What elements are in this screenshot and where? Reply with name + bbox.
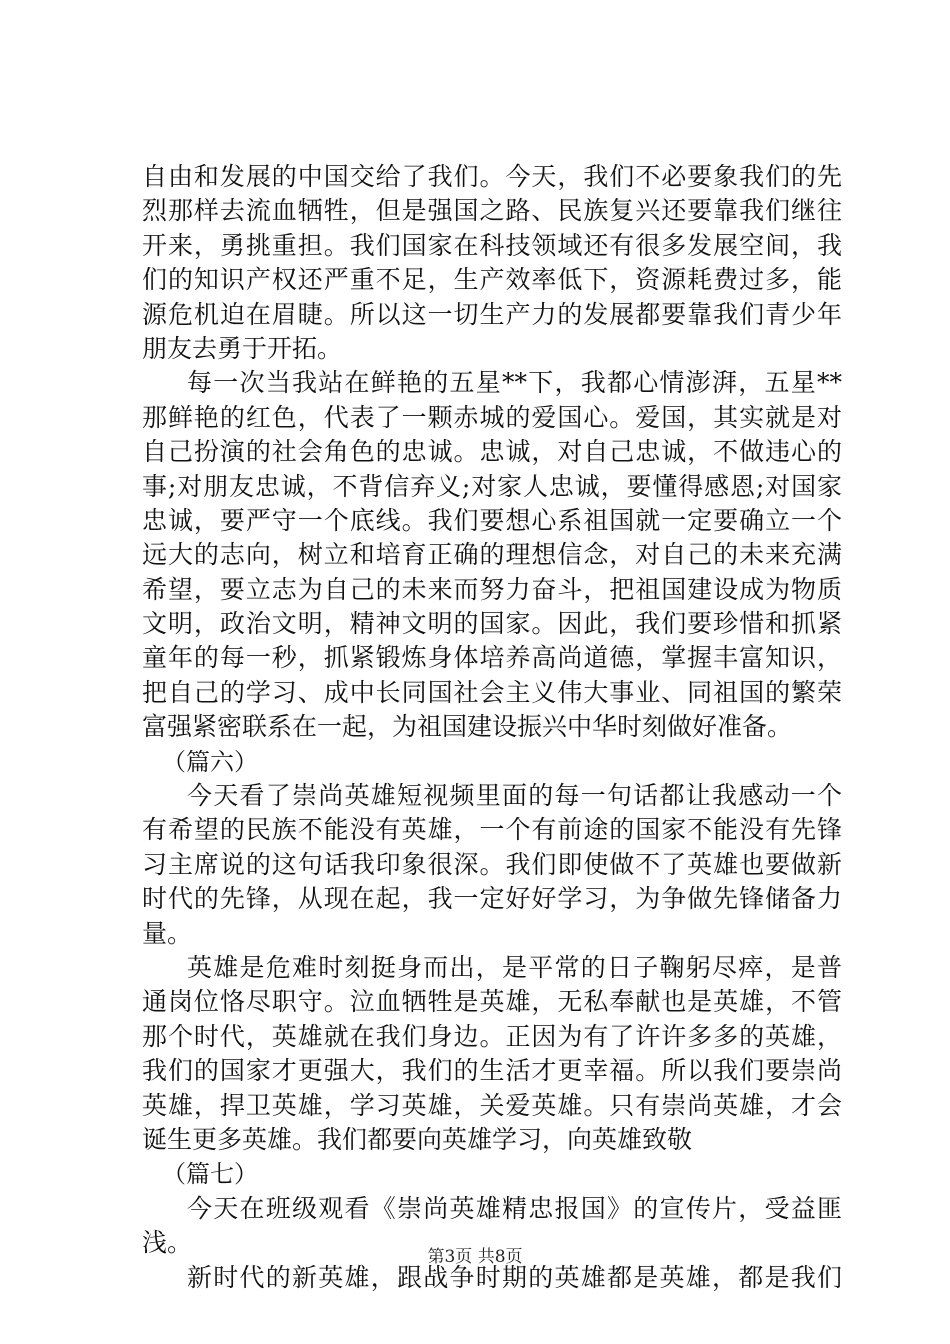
body-text — [142, 160, 842, 1295]
text-line: 源危机迫在眉睫。所以这一切生产力的发展都要靠我们青少年 — [142, 299, 842, 329]
text-line: 希望，要立志为自己的未来而努力奋斗，把祖国建设成为物质 — [142, 574, 842, 604]
text-line: 英雄是危难时刻挺身而出，是平常的日子鞠躬尽瘁，是普 — [187, 952, 842, 982]
text-line: 浅。 — [142, 1228, 193, 1258]
text-line: 远大的志向，树立和培育正确的理想信念，对自己的未来充满 — [142, 540, 842, 570]
text-line: 自由和发展的中国交给了我们。今天，我们不必要象我们的先 — [142, 162, 842, 191]
text-line: 事;对朋友忠诚，不背信弃义;对家人忠诚，要懂得感恩;对国家 — [142, 471, 842, 501]
text-line: 今天在班级观看《崇尚英雄精忠报国》的宣传片，受益匪 — [187, 1193, 842, 1223]
section-heading: （篇七） — [162, 1160, 258, 1189]
text-line: 新时代的新英雄，跟战争时期的英雄都是英雄，都是我们 — [187, 1262, 842, 1292]
text-line: 烈那样去流血牺牲，但是强国之路、民族复兴还要靠我们继往 — [142, 196, 842, 226]
text-line: 把自己的学习、成中长同国社会主义伟大事业、同祖国的繁荣 — [142, 677, 842, 707]
text-line: 童年的每一秒，抓紧锻炼身体培养高尚道德，掌握丰富知识， — [142, 643, 842, 673]
text-line: 们的知识产权还严重不足，生产效率低下，资源耗费过多，能 — [142, 265, 842, 295]
page-number-footer: 第3页 共8页 — [427, 1247, 523, 1267]
text-line: 今天看了崇尚英雄短视频里面的每一句话都让我感动一个 — [187, 781, 842, 811]
text-line: 每一次当我站在鲜艳的五星**下，我都心情澎湃，五星** — [187, 368, 842, 398]
text-line: 富强紧密联系在一起，为祖国建设振兴中华时刻做好准备。 — [142, 712, 793, 742]
text-line: 诞生更多英雄。我们都要向英雄学习，向英雄致敬 — [142, 1124, 693, 1154]
text-line: 文明，政治文明，精神文明的国家。因此，我们要珍惜和抓紧 — [142, 609, 842, 639]
text-line: 我们的国家才更强大，我们的生活才更幸福。所以我们要崇尚 — [142, 1056, 842, 1086]
text-line: 时代的先锋，从现在起，我一定好好学习，为争做先锋储备力 — [142, 884, 842, 914]
text-line: 开来，勇挑重担。我们国家在科技领域还有很多发展空间，我 — [142, 230, 842, 260]
text-line: 朋友去勇于开拓。 — [142, 333, 343, 363]
section-heading: （篇六） — [162, 747, 258, 776]
text-line: 英雄，捍卫英雄，学习英雄，关爱英雄。只有崇尚英雄，才会 — [142, 1090, 842, 1120]
text-line: 那鲜艳的红色，代表了一颗赤城的爱国心。爱国，其实就是对 — [142, 402, 842, 432]
text-line: 自己扮演的社会角色的忠诚。忠诚，对自己忠诚，不做违心的 — [142, 437, 842, 467]
text-line: 有希望的民族不能没有英雄，一个有前途的国家不能没有先锋 — [142, 815, 842, 845]
text-line: 那个时代，英雄就在我们身边。正因为有了许许多多的英雄， — [142, 1021, 842, 1051]
text-line: 忠诚，要严守一个底线。我们要想心系祖国就一定要确立一个 — [142, 505, 842, 535]
text-line: 通岗位恪尽职守。泣血牺牲是英雄，无私奉献也是英雄，不管 — [142, 987, 842, 1017]
text-line: 习主席说的这句话我印象很深。我们即使做不了英雄也要做新 — [142, 849, 842, 879]
text-line: 量。 — [142, 918, 193, 948]
